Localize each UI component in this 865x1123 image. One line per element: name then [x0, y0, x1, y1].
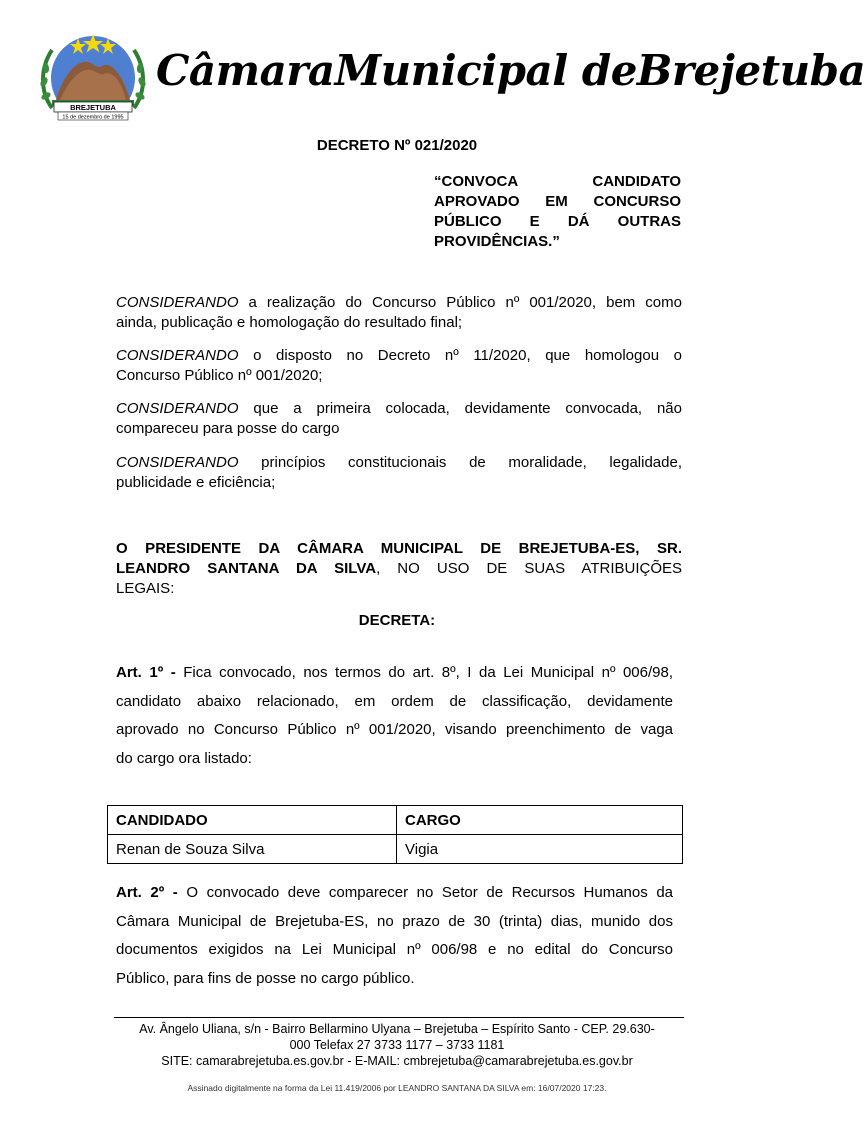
- article-2: [116, 879, 673, 993]
- footer-address-line: Av. Ângelo Uliana, s/n - Bairro Bellarmino Ulyana – Brejetuba – Espírito Santo - CEP. 29.630-: [139, 1022, 655, 1036]
- consideration-line: publicidade e eficiência;: [116, 474, 276, 491]
- president-name: LEANDRO SANTANA DA SILVA: [116, 560, 377, 577]
- table-cell: Renan de Souza Silva: [108, 835, 397, 864]
- considerando-lead: CONSIDERANDO: [116, 454, 239, 471]
- consideration-line: ainda, publicação e homologação do resultado final;: [116, 314, 463, 331]
- article-line: [116, 659, 673, 688]
- preamble-text: , NO USO DE SUAS ATRIBUIÇÕES: [376, 560, 682, 577]
- candidate-table: [107, 805, 683, 864]
- decreta-heading: DECRETA:: [358, 612, 436, 629]
- logo-subtitle-text: 15 de dezembro de 1995: [62, 114, 124, 121]
- ementa-line: “CONVOCA CANDIDATO: [434, 173, 681, 190]
- preamble-line: LEGAIS:: [116, 580, 175, 597]
- consideration-text: o disposto no Decreto nº 11/2020, que homologou o: [238, 347, 682, 364]
- consideration-line: [116, 399, 682, 419]
- consideration-text: princípios constitucionais de moralidade, legalidade,: [238, 454, 682, 471]
- article-line: do cargo ora listado:: [116, 749, 252, 767]
- ementa-line: PROVIDÊNCIAS.”: [434, 233, 560, 250]
- article-text: O convocado deve comparecer no Setor de Recursos Humanos da: [177, 884, 674, 901]
- footer-divider: [114, 1017, 684, 1018]
- consideration-text: a realização do Concurso Público nº 001/2020, bem como: [238, 294, 682, 311]
- article-line: documentos exigidos na Lei Municipal nº 006/98 e no edital do Concurso: [116, 941, 673, 958]
- consideration-text: que a primeira colocada, devidamente convocada, não: [238, 400, 682, 417]
- consideration-line: [116, 346, 682, 366]
- article-label: Art. 2º -: [116, 884, 178, 901]
- ementa-line: PÚBLICO E DÁ OUTRAS: [434, 213, 681, 230]
- header-title: CâmaraMunicipal deBrejetuba: [156, 46, 865, 95]
- logo-banner-text: BREJETUBA: [70, 103, 116, 112]
- coat-of-arms-logo: [38, 30, 148, 126]
- considerando-lead: CONSIDERANDO: [116, 347, 239, 364]
- footer-address-line: 000 Telefax 27 3733 1177 – 3733 1181: [289, 1038, 505, 1052]
- consideration-4: [116, 453, 682, 493]
- table-header-row: [108, 806, 683, 835]
- article-line: [116, 879, 673, 908]
- digital-signature-note: Assinado digitalmente na forma da Lei 11.419/2006 por LEANDRO SANTANA DA SILVA em: 16/07/2020 17:23.: [187, 1083, 607, 1093]
- decree-number: DECRETO Nº 021/2020: [316, 137, 478, 154]
- table-row: [108, 835, 683, 864]
- table-header-cell: CANDIDADO: [108, 806, 397, 835]
- consideration-1: [116, 293, 682, 333]
- preamble-line: O PRESIDENTE DA CÂMARA MUNICIPAL DE BREJETUBA-ES, SR.: [116, 540, 682, 557]
- article-line: aprovado no Concurso Público nº 001/2020, visando preenchimento de vaga: [116, 721, 673, 738]
- article-line: candidato abaixo relacionado, em ordem de classificação, devidamente: [116, 692, 673, 710]
- consideration-line: Concurso Público nº 001/2020;: [116, 367, 323, 384]
- preamble-line: [116, 559, 682, 579]
- considerando-lead: CONSIDERANDO: [116, 294, 239, 311]
- ementa-line: APROVADO EM CONCURSO: [434, 193, 681, 210]
- consideration-line: [116, 293, 682, 313]
- decree-ementa: [434, 172, 681, 252]
- table-header-cell: CARGO: [397, 806, 683, 835]
- article-label: Art. 1º -: [116, 664, 176, 681]
- consideration-line: [116, 453, 682, 473]
- article-text: Fica convocado, nos termos do art. 8º, I da Lei Municipal nº 006/98,: [175, 664, 673, 681]
- footer-contact-line: SITE: camarabrejetuba.es.gov.br - E-MAIL: cmbrejetuba@camarabrejetuba.es.gov.br: [161, 1054, 633, 1068]
- consideration-3: [116, 399, 682, 439]
- article-line: Câmara Municipal de Brejetuba-ES, no prazo de 30 (trinta) dias, munido dos: [116, 912, 673, 930]
- considerando-lead: CONSIDERANDO: [116, 400, 239, 417]
- preamble: [116, 539, 682, 599]
- table-cell: Vigia: [397, 835, 683, 864]
- article-1: [116, 659, 673, 773]
- consideration-2: [116, 346, 682, 386]
- article-line: Público, para fins de posse no cargo público.: [116, 969, 415, 987]
- consideration-line: compareceu para posse do cargo: [116, 420, 340, 437]
